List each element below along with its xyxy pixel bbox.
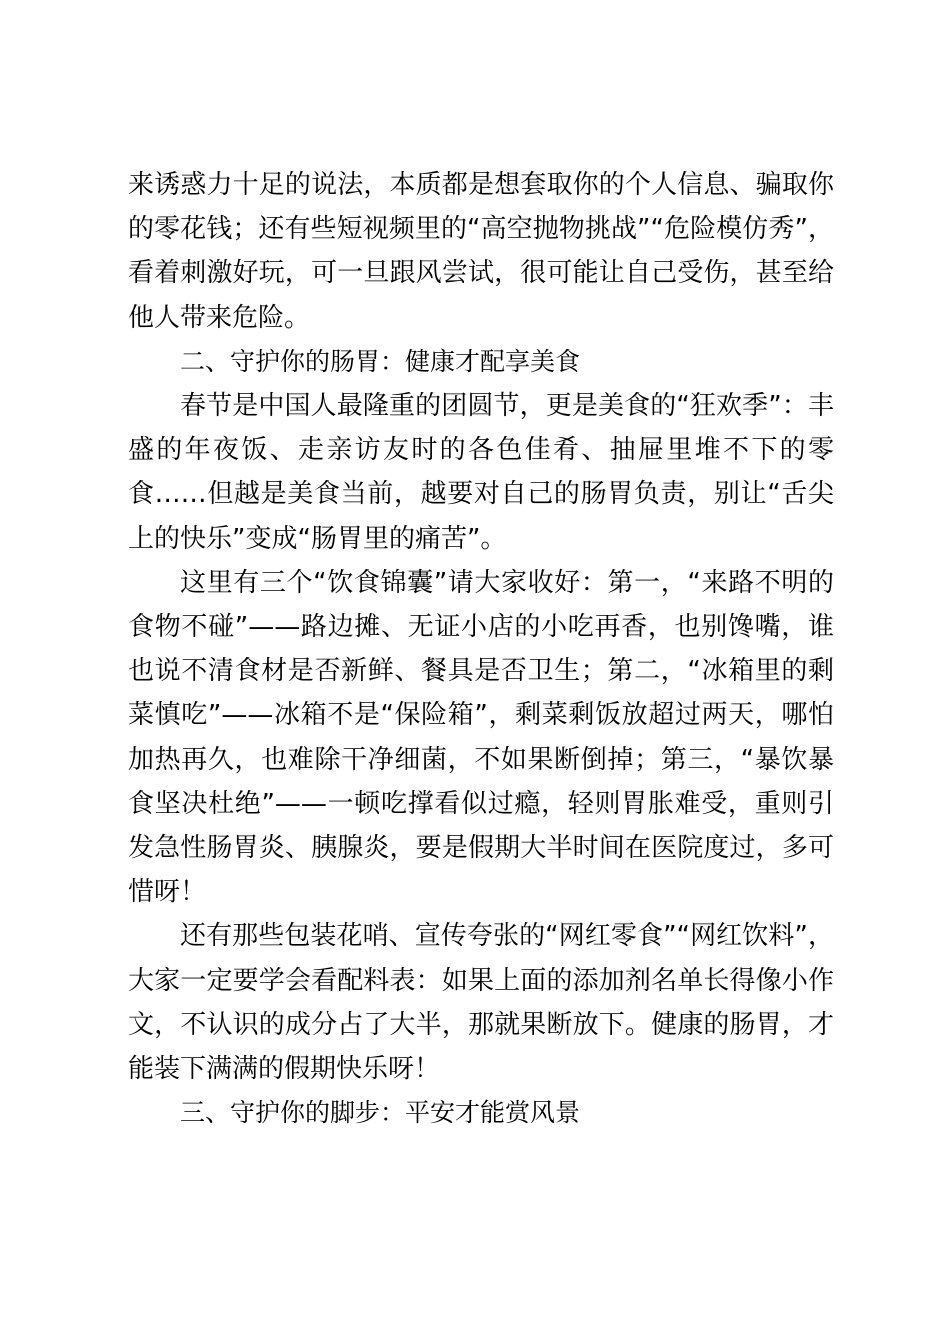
- document-page: [128, 163, 834, 1135]
- paragraph-snacks: 还有那些包装花哨、宣传夸张的“网红零食”“网红饮料”，大家一定要学会看配料表：如果上面的添加剂名单长得像小作文，不认识的成分占了大半，那就果断放下。健康的肠胃，才能装下满满的假期快乐呀！: [128, 921, 834, 1085]
- paragraph-continuation: 来诱惑力十足的说法，本质都是想套取你的个人信息、骗取你的零花钱；还有些短视频里的“高空抛物挑战”“危险模仿秀”，看着刺激好玩，可一旦跟风尝试，很可能让自己受伤，甚至给他人带来危险。: [128, 170, 834, 333]
- paragraph-spring-festival: 春节是中国人最隆重的团圆节，更是美食的“狂欢季”：丰盛的年夜饭、走亲访友时的各色佳肴、抽屉里堆不下的零食……但越是美食当前，越要对自己的肠胃负责，别让“舌尖上的快乐”变成“肠胃里的痛苦”。: [128, 391, 834, 554]
- paragraph-diet-tips: 这里有三个“饮食锦囊”请大家收好：第一，“来路不明的食物不碰”——路边摊、无证小店的小吃再香，也别馋嘴，谁也说不清食材是否新鲜、餐具是否卫生；第二，“冰箱里的剩菜慎吃”——冰箱不是“保险箱”，剩菜剩饭放超过两天，哪怕加热再久，也难除干净细菌，不如果断倒掉；第三，“暴饮暴食坚决杜绝”——一顿吃撑看似过瘾，轻则胃胀难受，重则引发急性肠胃炎、胰腺炎，要是假期大半时间在医院度过，多可惜呀！: [128, 567, 834, 908]
- section-heading-2: 二、守护你的肠胃：健康才配享美食: [180, 346, 581, 376]
- section-heading-3: 三、守护你的脚步：平安才能赏风景: [180, 1098, 581, 1128]
